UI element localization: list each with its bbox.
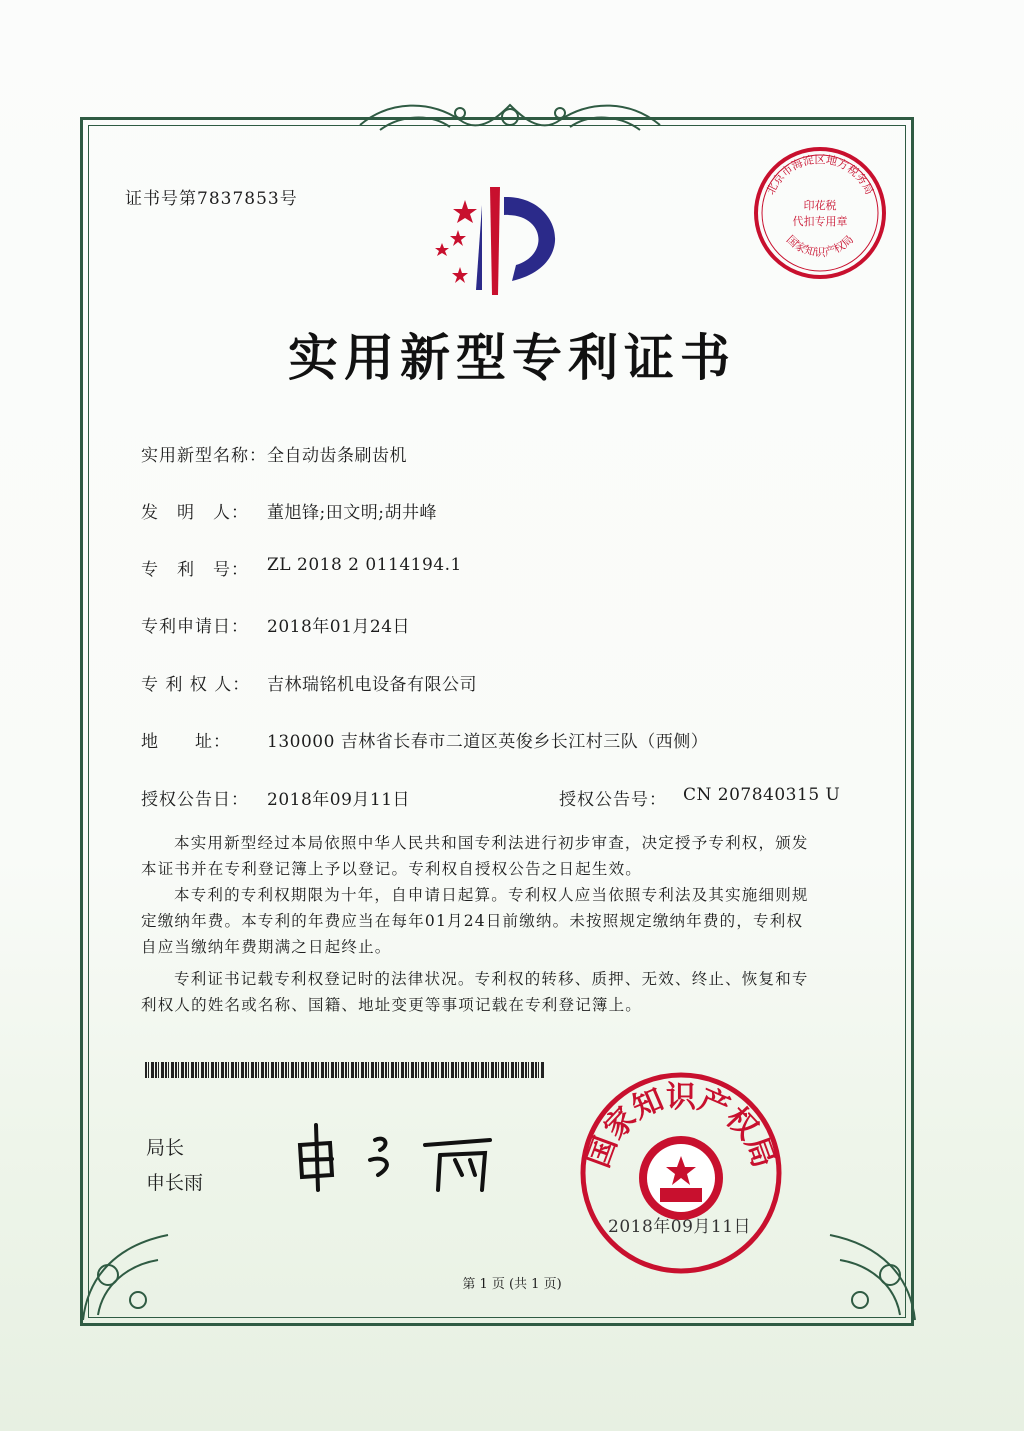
grant-number-label: 授权公告号： bbox=[559, 790, 667, 810]
grant-date-value: 2018年09月11日 bbox=[267, 790, 411, 810]
handwritten-signature bbox=[290, 1115, 510, 1195]
bottom-right-ornament bbox=[800, 1205, 920, 1325]
inventor-label: 发 明 人： bbox=[141, 503, 249, 523]
name-value: 全自动齿条刷齿机 bbox=[267, 446, 407, 466]
paragraph-1-line-2: 本证书并在专利登记簿上予以登记。专利权自授权公告之日起生效。 bbox=[141, 860, 643, 878]
paragraph-2-line-2: 定缴纳年费。本专利的年费应当在每年01月24日前缴纳。未按照规定缴纳年费的，专利权 bbox=[141, 912, 804, 930]
apply-date-label: 专利申请日： bbox=[141, 617, 249, 637]
holder-value: 吉林瑞铭机电设备有限公司 bbox=[267, 675, 477, 695]
grant-date-label: 授权公告日： bbox=[141, 790, 249, 810]
barcode bbox=[145, 1062, 545, 1078]
svg-text:北京市海淀区地方税务局 bbox=[764, 152, 876, 196]
tax-stamp-center-1: 印花税 bbox=[803, 199, 837, 212]
official-seal bbox=[576, 1068, 786, 1278]
patent-number-value: ZL 2018 2 0114194.1 bbox=[267, 555, 462, 575]
cnipa-logo-icon bbox=[420, 185, 570, 300]
holder-label: 专 利 权 人： bbox=[141, 675, 251, 695]
tax-stamp-center-2: 代扣专用章 bbox=[792, 215, 848, 228]
top-ornament bbox=[340, 95, 680, 145]
address-value: 130000 吉林省长春市二道区英俊乡长江村三队（西侧） bbox=[267, 732, 709, 752]
name-label: 实用新型名称： bbox=[141, 446, 267, 466]
official-seal-text: 国家知识产权局 bbox=[581, 1079, 781, 1173]
svg-text:国家知识产权局 bbox=[784, 233, 856, 259]
bottom-left-ornament bbox=[78, 1205, 198, 1325]
apply-date-value: 2018年01月24日 bbox=[267, 617, 411, 637]
signatory-role: 局长 bbox=[146, 1137, 185, 1159]
paragraph-2-line-1: 本专利的专利权期限为十年，自申请日起算。专利权人应当依照专利法及其实施细则规 bbox=[174, 886, 809, 904]
certificate-number: 证书号第7837853号 bbox=[125, 189, 298, 209]
paragraph-2-line-3: 自应当缴纳年费期满之日起终止。 bbox=[141, 938, 392, 956]
paragraph-3-line-1: 专利证书记载专利权登记时的法律状况。专利权的转移、质押、无效、终止、恢复和专 bbox=[174, 970, 809, 988]
address-label: 地 址： bbox=[141, 732, 231, 752]
patent-number-label: 专 利 号： bbox=[141, 560, 249, 580]
tax-stamp-ring-text: 北京市海淀区地方税务局 bbox=[763, 153, 877, 197]
page-number: 第 1 页 (共 1 页) bbox=[462, 1277, 562, 1292]
paragraph-3-line-2: 利权人的姓名或名称、国籍、地址变更等事项记载在专利登记簿上。 bbox=[141, 996, 643, 1014]
seal-date: 2018年09月11日 bbox=[608, 1217, 752, 1237]
grant-number-value: CN 207840315 U bbox=[683, 785, 841, 805]
paragraph-1-line-1: 本实用新型经过本局依照中华人民共和国专利法进行初步审查，决定授予专利权，颁发 bbox=[174, 834, 809, 852]
tax-stamp bbox=[750, 143, 890, 283]
tax-stamp-bottom-text: 国家知识产权局 bbox=[783, 232, 857, 259]
signatory-name: 申长雨 bbox=[146, 1172, 204, 1194]
document-title: 实用新型专利证书 bbox=[288, 328, 736, 387]
inventor-value: 董旭锋;田文明;胡井峰 bbox=[267, 503, 437, 523]
